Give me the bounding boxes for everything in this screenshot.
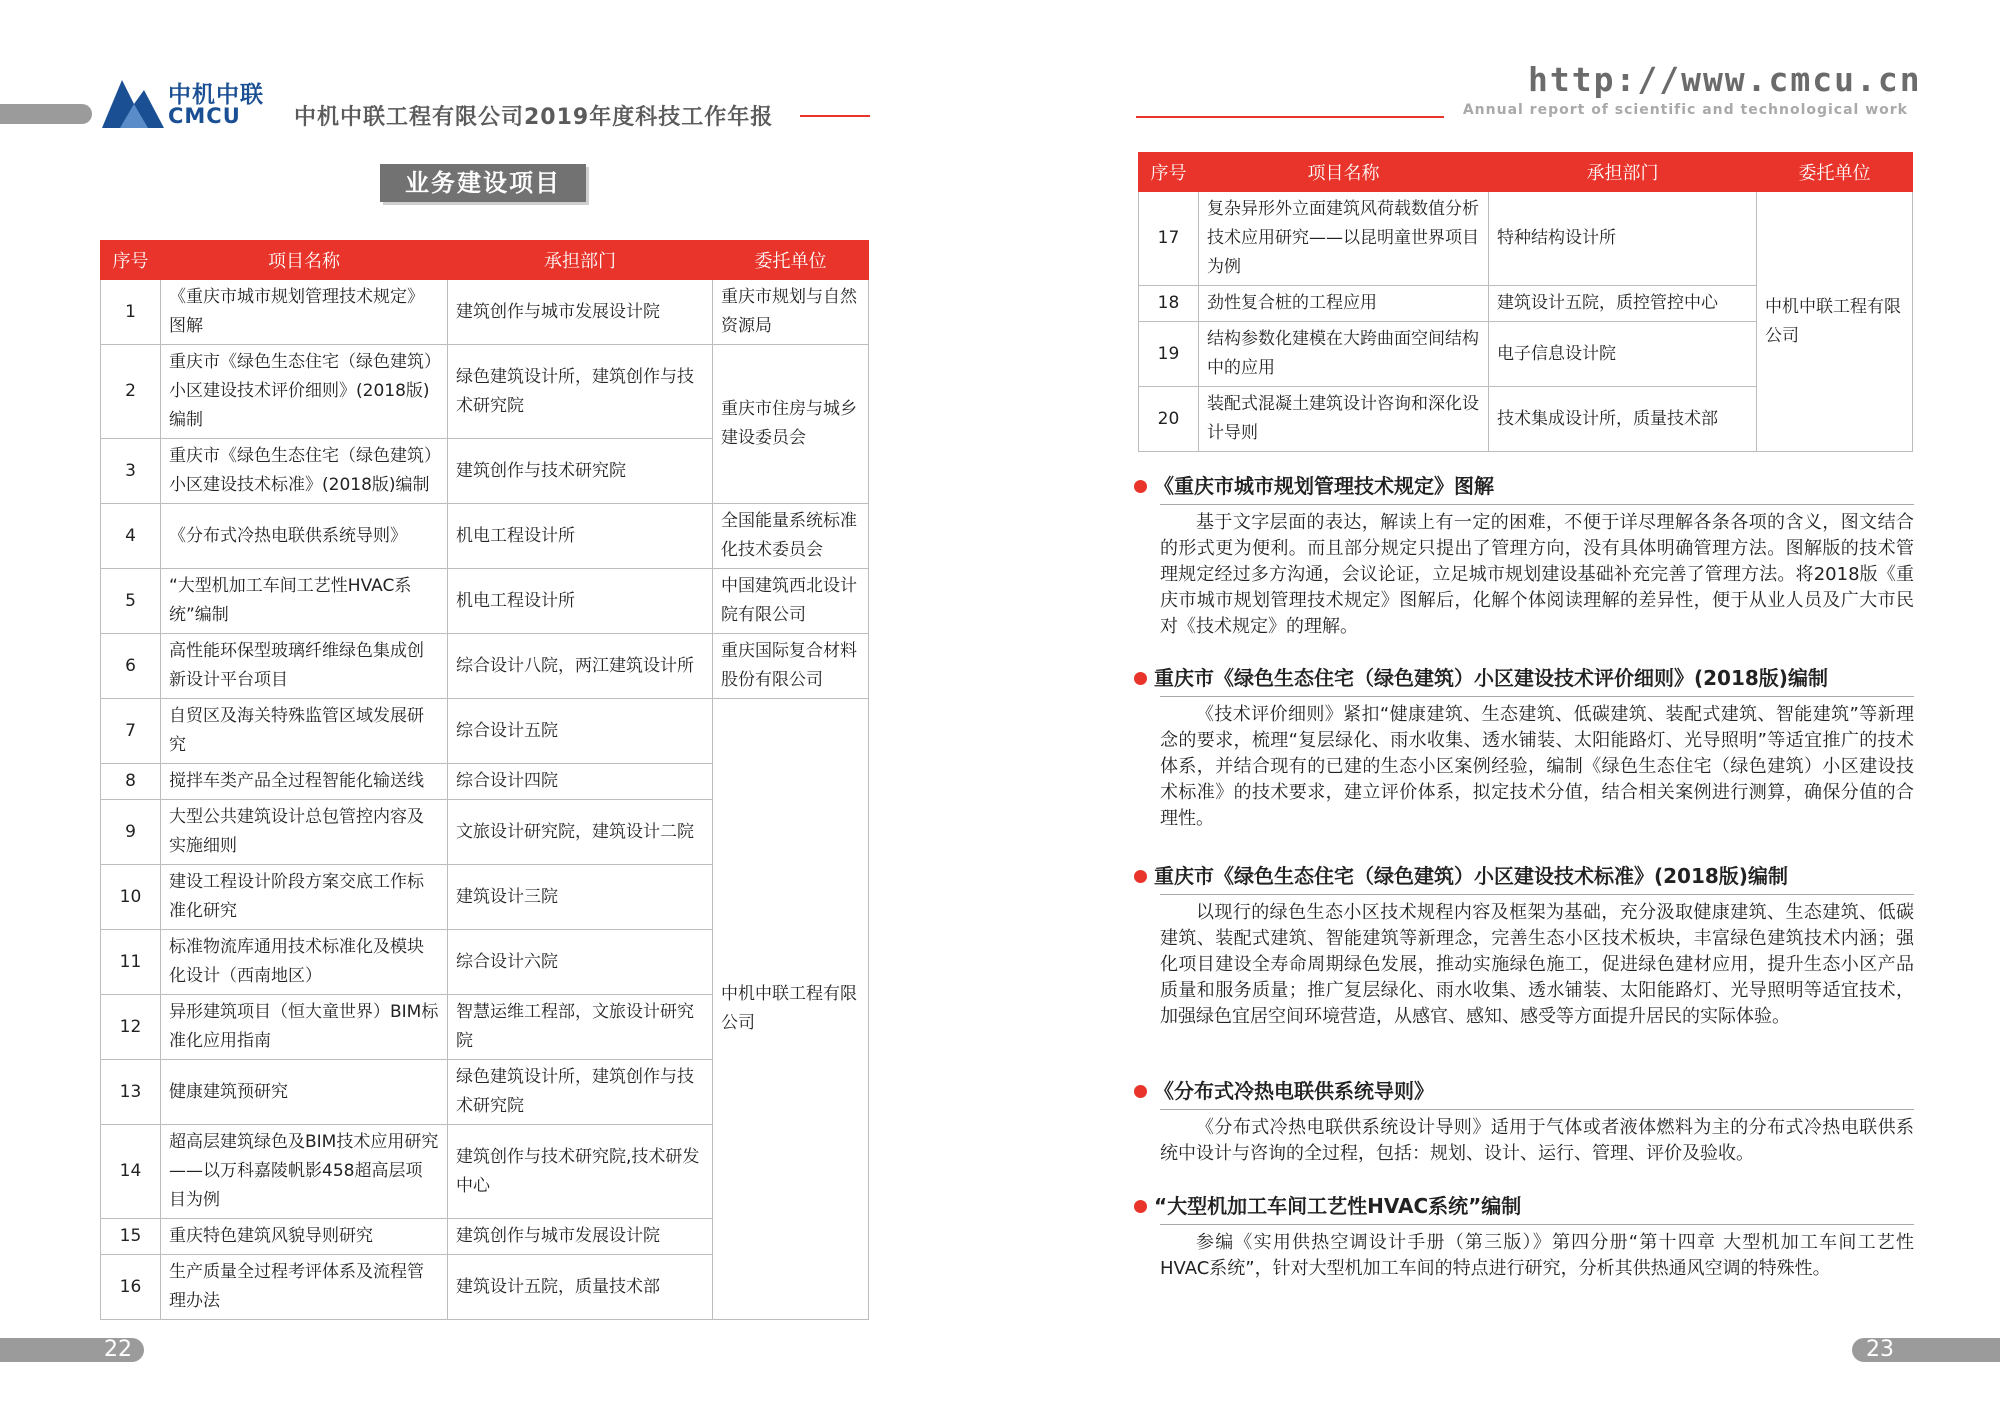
row-number-cell: 19 — [1139, 322, 1199, 387]
department-cell: 文旅设计研究院，建筑设计二院 — [448, 800, 713, 865]
department-cell: 建筑创作与城市发展设计院 — [448, 280, 713, 345]
section-body: 基于文字层面的表达，解读上有一定的困难，不便于详尽理解各条各项的含义，图文结合的形式更为便利。而且部分规定只提出了管理方向，没有具体明确管理方法。图解版的技术管理规定经过多方沟通，会议论证，立足城市规划建设基础补充完善了管理方法。将2018版《重庆市城市规划管理技术规定》图解后，化解个体阅读理解的差异性，便于从业人员及广大市民对《技术规定》的理解。 — [1160, 512, 1914, 637]
department-cell: 建筑设计五院，质量技术部 — [448, 1255, 713, 1320]
department-cell: 综合设计六院 — [448, 930, 713, 995]
section-banner: 业务建设项目 — [380, 164, 586, 202]
bullet-dot-icon — [1134, 1085, 1147, 1098]
bullet-dot-icon — [1134, 672, 1147, 685]
section-green-standard — [1134, 860, 1914, 1030]
project-name-cell: 装配式混凝土建筑设计咨询和深化设计导则 — [1199, 387, 1489, 452]
header-divider-left — [800, 115, 870, 117]
section-title-text: 《重庆市城市规划管理技术规定》图解 — [1154, 474, 1494, 498]
project-name-cell: 自贸区及海关特殊监管区域发展研究 — [161, 699, 448, 764]
section-underline — [1160, 1109, 1914, 1110]
report-subtitle-en: Annual report of scientific and technological work — [1462, 102, 1908, 118]
department-cell: 智慧运维工程部，文旅设计研究院 — [448, 995, 713, 1060]
row-number-cell: 16 — [101, 1255, 161, 1320]
client-cell: 重庆市规划与自然资源局 — [713, 280, 869, 345]
project-name-cell: 搅拌车类产品全过程智能化输送线 — [161, 764, 448, 800]
project-name-cell: 生产质量全过程考评体系及流程管理办法 — [161, 1255, 448, 1320]
section-title — [1134, 470, 1914, 502]
project-name-cell: “大型机加工车间工艺性HVAC系统”编制 — [161, 569, 448, 634]
section-hvac-system — [1134, 1190, 1914, 1282]
client-cell: 中机中联工程有限公司 — [713, 699, 869, 1320]
row-number-cell: 20 — [1139, 387, 1199, 452]
section-title — [1134, 860, 1914, 892]
col-header-dept: 承担部门 — [1489, 153, 1757, 192]
row-number-cell: 10 — [101, 865, 161, 930]
table-row — [101, 280, 869, 345]
header-divider-right — [1136, 116, 1444, 118]
client-cell: 中机中联工程有限公司 — [1757, 192, 1913, 452]
client-cell: 中国建筑西北设计院有限公司 — [713, 569, 869, 634]
department-cell: 建筑创作与城市发展设计院 — [448, 1219, 713, 1255]
project-name-cell: 重庆特色建筑风貌导则研究 — [161, 1219, 448, 1255]
col-header-name: 项目名称 — [1199, 153, 1489, 192]
project-name-cell: 异形建筑项目（恒大童世界）BIM标准化应用指南 — [161, 995, 448, 1060]
table-row — [1139, 192, 1913, 286]
row-number-cell: 13 — [101, 1060, 161, 1125]
section-body: 以现行的绿色生态小区技术规程内容及框架为基础，充分汲取健康建筑、生态建筑、低碳建筑、装配式建筑、智能建筑等新理念，完善生态小区技术板块，丰富绿色建筑技术内涵；强化项目建设全寿命周期绿色发展，推动实施绿色施工，促进绿色建材应用，提升生态小区产品质量和服务质量；推广复层绿化、雨水收集、透水铺装、太阳能路灯、光导照明等适宜技术，加强绿色宜居空间环境营造，从感官、感知、感受等方面提升居民的实际体验。 — [1160, 902, 1914, 1027]
table-header-row — [101, 241, 869, 280]
project-name-cell: 超高层建筑绿色及BIM技术应用研究——以万科嘉陵帆影458超高层项目为例 — [161, 1125, 448, 1219]
department-cell: 综合设计四院 — [448, 764, 713, 800]
site-url: http://www.cmcu.cn — [1528, 60, 1922, 99]
client-cell: 重庆国际复合材料股份有限公司 — [713, 634, 869, 699]
header-bar-left — [0, 104, 92, 124]
department-cell: 技术集成设计所，质量技术部 — [1489, 387, 1757, 452]
section-title-text: 《分布式冷热电联供系统导则》 — [1154, 1079, 1434, 1103]
department-cell: 机电工程设计所 — [448, 504, 713, 569]
col-header-dept: 承担部门 — [448, 241, 713, 280]
row-number-cell: 2 — [101, 345, 161, 439]
table-row — [101, 699, 869, 764]
row-number-cell: 1 — [101, 280, 161, 345]
project-name-cell: 建设工程设计阶段方案交底工作标准化研究 — [161, 865, 448, 930]
row-number-cell: 12 — [101, 995, 161, 1060]
section-underline — [1160, 894, 1914, 895]
col-header-no: 序号 — [101, 241, 161, 280]
table-row — [101, 569, 869, 634]
bullet-dot-icon — [1134, 870, 1147, 883]
section-title — [1134, 662, 1914, 694]
col-header-name: 项目名称 — [161, 241, 448, 280]
project-name-cell: 《分布式冷热电联供系统导则》 — [161, 504, 448, 569]
department-cell: 建筑创作与技术研究院 — [448, 439, 713, 504]
section-title — [1134, 1190, 1914, 1222]
section-underline — [1160, 1224, 1914, 1225]
project-name-cell: 复杂异形外立面建筑风荷载数值分析技术应用研究——以昆明童世界项目为例 — [1199, 192, 1489, 286]
project-name-cell: 结构参数化建模在大跨曲面空间结构中的应用 — [1199, 322, 1489, 387]
row-number-cell: 17 — [1139, 192, 1199, 286]
section-title-text: 重庆市《绿色生态住宅（绿色建筑）小区建设技术评价细则》(2018版)编制 — [1154, 666, 1828, 690]
bullet-dot-icon — [1134, 480, 1147, 493]
col-header-client: 委托单位 — [713, 241, 869, 280]
row-number-cell: 6 — [101, 634, 161, 699]
department-cell: 建筑创作与技术研究院,技术研发中心 — [448, 1125, 713, 1219]
section-title-text: “大型机加工车间工艺性HVAC系统”编制 — [1154, 1194, 1522, 1218]
row-number-cell: 5 — [101, 569, 161, 634]
section-underline — [1160, 504, 1914, 505]
logo-text-en: CMCU — [168, 104, 241, 128]
table-row — [101, 504, 869, 569]
client-cell: 重庆市住房与城乡建设委员会 — [713, 345, 869, 504]
section-green-evaluation — [1134, 662, 1914, 832]
section-title-text: 重庆市《绿色生态住宅（绿色建筑）小区建设技术标准》(2018版)编制 — [1154, 864, 1788, 888]
table-row — [101, 634, 869, 699]
page-number-right: 23 — [1852, 1338, 2000, 1362]
client-cell: 全国能量系统标准化技术委员会 — [713, 504, 869, 569]
project-table-right — [1138, 152, 1913, 452]
project-table-left — [100, 240, 869, 1320]
report-title: 中机中联工程有限公司2019年度科技工作年报 — [294, 105, 774, 130]
row-number-cell: 4 — [101, 504, 161, 569]
project-name-cell: 大型公共建筑设计总包管控内容及实施细则 — [161, 800, 448, 865]
logo-text-cn: 中机中联 — [168, 82, 264, 108]
department-cell: 电子信息设计院 — [1489, 322, 1757, 387]
row-number-cell: 15 — [101, 1219, 161, 1255]
row-number-cell: 9 — [101, 800, 161, 865]
project-name-cell: 健康建筑预研究 — [161, 1060, 448, 1125]
section-underline — [1160, 696, 1914, 697]
row-number-cell: 14 — [101, 1125, 161, 1219]
department-cell: 建筑设计五院，质控管控中心 — [1489, 286, 1757, 322]
project-name-cell: 劲性复合桩的工程应用 — [1199, 286, 1489, 322]
section-body: 《分布式冷热电联供系统设计导则》适用于气体或者液体燃料为主的分布式冷热电联供系统中设计与咨询的全过程，包括：规划、设计、运行、管理、评价及验收。 — [1160, 1117, 1914, 1164]
department-cell: 建筑设计三院 — [448, 865, 713, 930]
section-cchp-guideline — [1134, 1075, 1914, 1167]
row-number-cell: 7 — [101, 699, 161, 764]
row-number-cell: 3 — [101, 439, 161, 504]
department-cell: 绿色建筑设计所，建筑创作与技术研究院 — [448, 1060, 713, 1125]
project-name-cell: 高性能环保型玻璃纤维绿色集成创新设计平台项目 — [161, 634, 448, 699]
section-body: 《技术评价细则》紧扣“健康建筑、生态建筑、低碳建筑、装配式建筑、智能建筑”等新理念的要求，梳理“复层绿化、雨水收集、透水铺装、太阳能路灯、光导照明”等适宜推广的技术体系，并结合现有的已建的生态小区案例经验，编制《绿色生态住宅（绿色建筑）小区建设技术标准》的技术要求，建立评价体系，拟定技术分值，结合相关案例进行测算，确保分值的合理性。 — [1160, 704, 1914, 829]
department-cell: 综合设计五院 — [448, 699, 713, 764]
department-cell: 机电工程设计所 — [448, 569, 713, 634]
department-cell: 特种结构设计所 — [1489, 192, 1757, 286]
page-number-left: 22 — [0, 1338, 144, 1362]
department-cell: 综合设计八院，两江建筑设计所 — [448, 634, 713, 699]
col-header-client: 委托单位 — [1757, 153, 1913, 192]
section-body: 参编《实用供热空调设计手册（第三版）》第四分册“第十四章 大型机加工车间工艺性HVAC系统”，针对大型机加工车间的特点进行研究，分析其供热通风空调的特殊性。 — [1160, 1232, 1914, 1279]
table-header-row — [1139, 153, 1913, 192]
project-name-cell: 标准物流库通用技术标准化及模块化设计（西南地区） — [161, 930, 448, 995]
project-name-cell: 《重庆市城市规划管理技术规定》图解 — [161, 280, 448, 345]
bullet-dot-icon — [1134, 1200, 1147, 1213]
section-planning-illustration — [1134, 470, 1914, 640]
col-header-no: 序号 — [1139, 153, 1199, 192]
table-row — [101, 345, 869, 439]
project-name-cell: 重庆市《绿色生态住宅（绿色建筑）小区建设技术评价细则》(2018版)编制 — [161, 345, 448, 439]
row-number-cell: 11 — [101, 930, 161, 995]
project-name-cell: 重庆市《绿色生态住宅（绿色建筑）小区建设技术标准》(2018版)编制 — [161, 439, 448, 504]
section-title — [1134, 1075, 1914, 1107]
row-number-cell: 8 — [101, 764, 161, 800]
department-cell: 绿色建筑设计所，建筑创作与技术研究院 — [448, 345, 713, 439]
row-number-cell: 18 — [1139, 286, 1199, 322]
